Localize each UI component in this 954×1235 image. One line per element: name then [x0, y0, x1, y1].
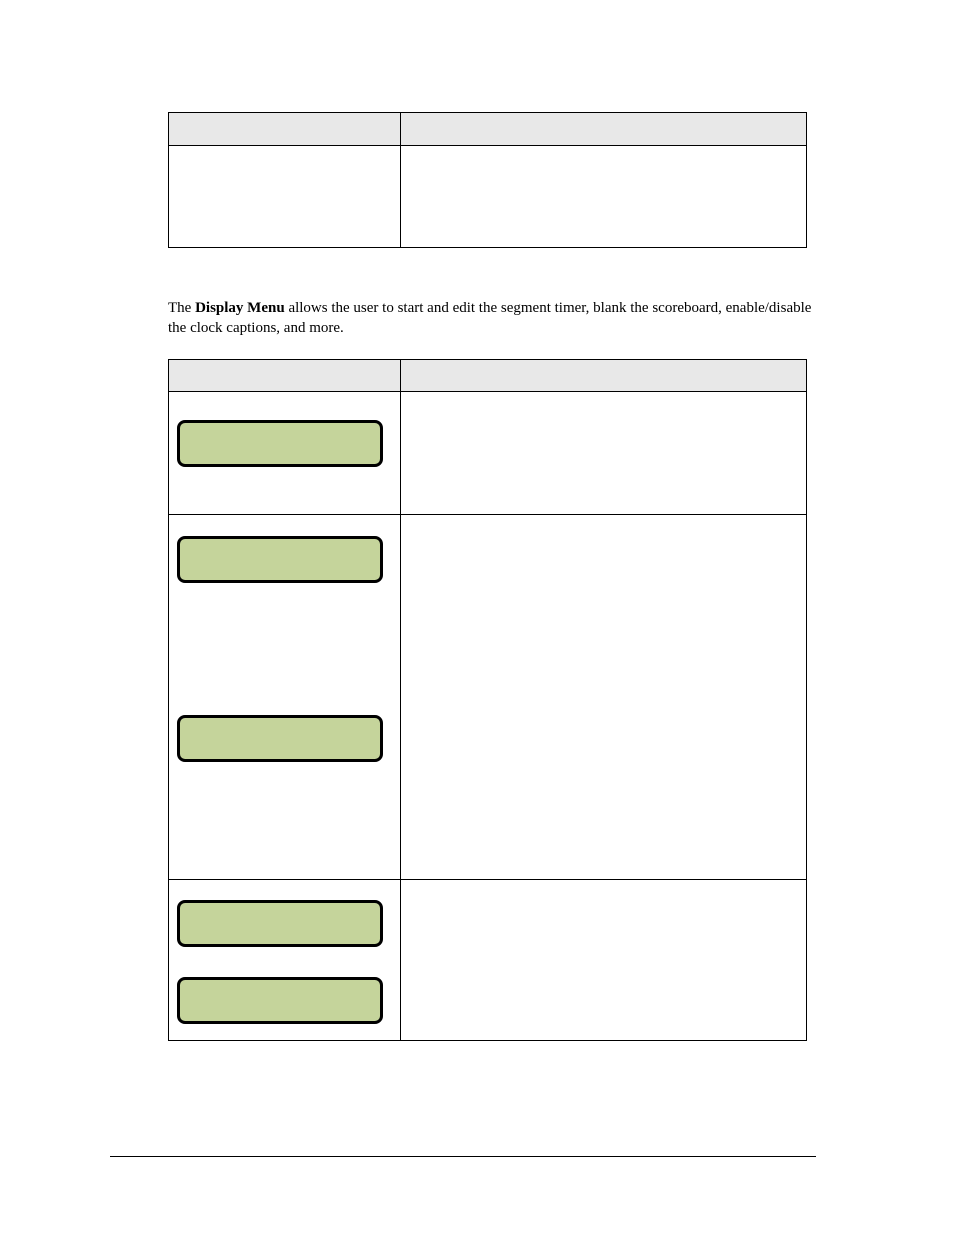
top-table-cell-2	[401, 146, 807, 248]
top-table	[168, 112, 807, 248]
top-table-cell-1	[169, 146, 401, 248]
top-table-header-2	[401, 113, 807, 146]
description-cell	[401, 392, 807, 515]
display-menu-table	[168, 359, 807, 1041]
description-cell	[401, 515, 807, 880]
table-row-blank-scoreboard	[169, 880, 401, 1041]
lcd-screen	[177, 977, 383, 1024]
display-table-header-1	[169, 360, 401, 392]
lcd-screen	[177, 900, 383, 947]
display-table-header-2	[401, 360, 807, 392]
lcd-screen	[177, 420, 383, 467]
top-table-header-1	[169, 113, 401, 146]
lcd-screen	[177, 536, 383, 583]
display-menu-intro: The Display Menu allows the user to start and edit the segment timer, blank the scoreboard, enable/disable the clock captions, and more.	[168, 300, 812, 336]
table-row-segment-timer	[169, 515, 401, 880]
description-cell	[401, 880, 807, 1041]
display-menu-term: Display Menu	[195, 300, 285, 316]
footer-divider	[110, 1156, 816, 1157]
table-row-main-enter-display	[169, 392, 401, 515]
lcd-screen	[177, 715, 383, 762]
